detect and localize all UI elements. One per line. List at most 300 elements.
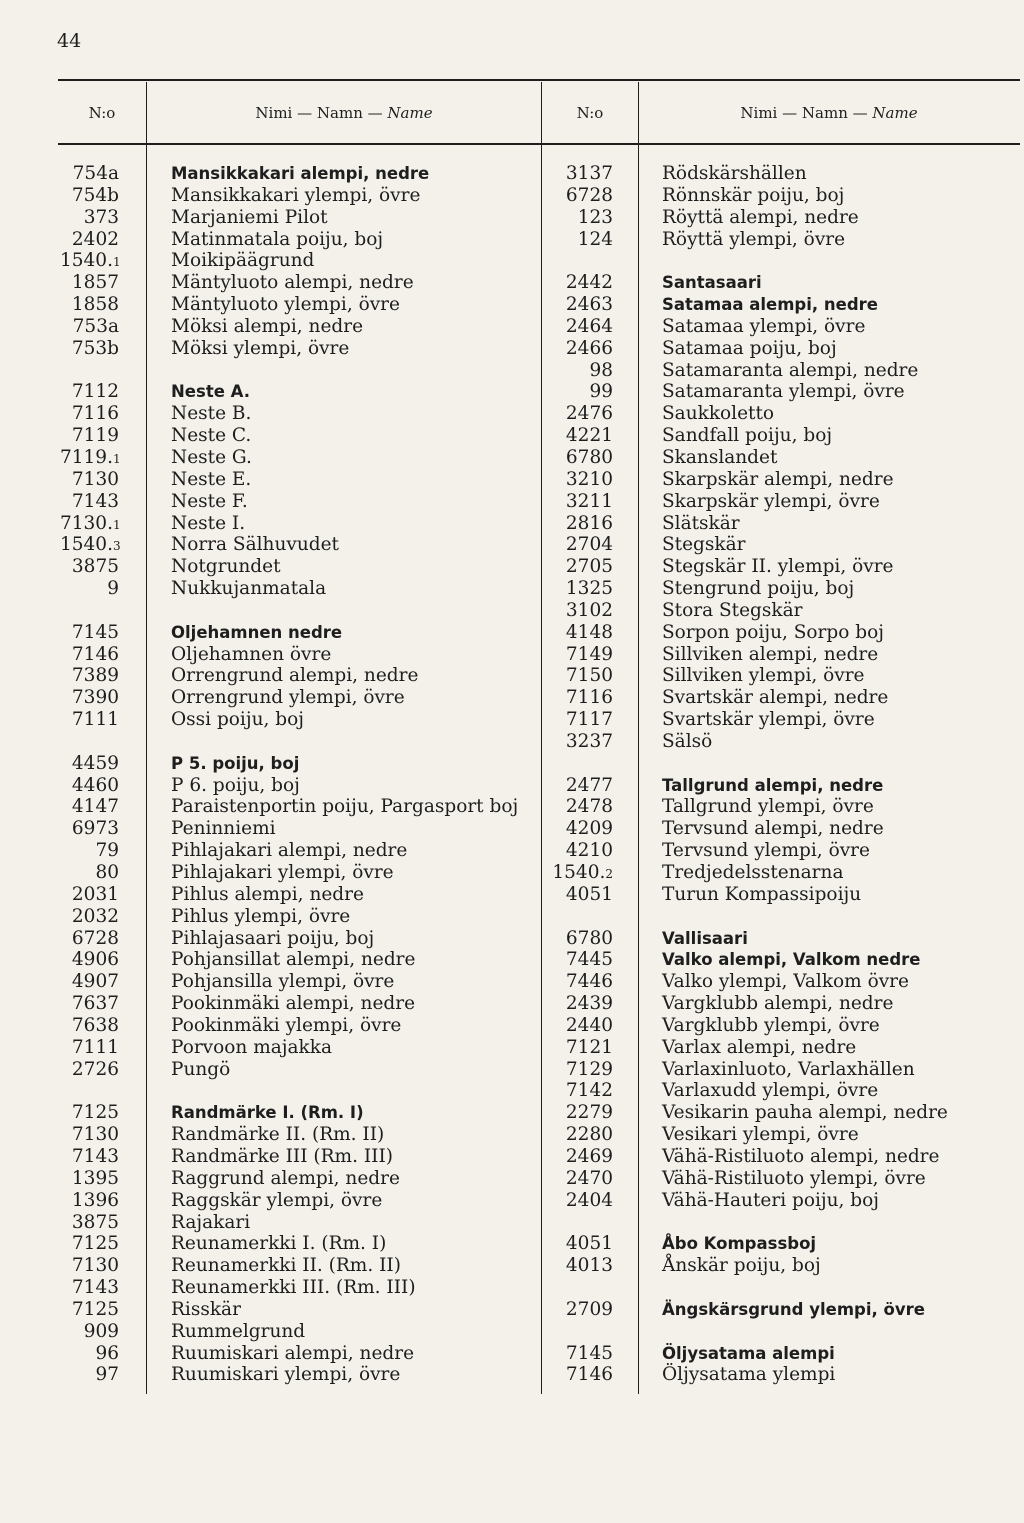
- entry-name: Skanslandet: [662, 446, 778, 468]
- entry-number-main: 7130: [71, 1124, 119, 1146]
- entry-number-main: 1858: [71, 294, 119, 316]
- entry-number: [60, 687, 119, 709]
- entry-name: Stegskär: [662, 534, 746, 556]
- entry-number: [548, 207, 613, 229]
- header-dash: —: [852, 104, 868, 122]
- entry-number: [60, 534, 119, 556]
- entry-number: [548, 644, 613, 666]
- entry-number-main: 2464: [565, 315, 613, 337]
- entry-number: [548, 949, 613, 971]
- entry-name: Satamaranta alempi, nedre: [662, 359, 919, 381]
- entry-name: Åbo Kompassboj: [662, 1234, 817, 1254]
- entry-number: [60, 993, 119, 1015]
- entry-number: [60, 884, 119, 906]
- entry-number: [548, 1015, 613, 1037]
- entry-number-main: 7390: [71, 687, 119, 709]
- entry-number-main: 2478: [565, 796, 613, 818]
- entry-name: Pihlajakari ylempi, övre: [171, 862, 394, 883]
- entry-name: Reunamerkki I. (Rm. I): [171, 1233, 387, 1255]
- entry-name: Raggskär ylempi, övre: [171, 1189, 383, 1211]
- entry-number-main: 2280: [565, 1124, 613, 1146]
- entry-number: [60, 709, 119, 731]
- entry-name: Rummelgrund: [171, 1320, 306, 1342]
- entry-number: [60, 381, 119, 403]
- entry-number-main: 6780: [565, 446, 613, 468]
- entry-number: [548, 1059, 613, 1081]
- entry-number-main: 3210: [565, 468, 613, 490]
- entry-number-main: 3102: [565, 599, 613, 621]
- entry-number-main: 7130: [71, 468, 119, 490]
- entry-name: Rödskärshällen: [662, 163, 807, 184]
- entry-number: [60, 1321, 119, 1343]
- entry-number: [548, 578, 613, 600]
- entry-number: [548, 622, 613, 644]
- entry-number-main: 7111: [71, 1036, 119, 1058]
- entry-number-main: 2440: [565, 1014, 613, 1036]
- entry-number-main: 2704: [565, 534, 613, 556]
- entry-number-main: 7143: [71, 490, 119, 512]
- entry-name: [662, 906, 1018, 928]
- entry-name: Reunamerkki III. (Rm. III): [171, 1277, 416, 1299]
- entry-number: [548, 687, 613, 709]
- entry-number: [60, 556, 119, 578]
- entry-number: [548, 1343, 613, 1365]
- entry-number: [548, 403, 613, 425]
- entry-number: [548, 360, 613, 382]
- entry-number-main: 4460: [71, 774, 119, 796]
- column-divider: [541, 82, 542, 1394]
- entry-number-main: 1857: [71, 272, 119, 294]
- entry-name: [171, 600, 541, 622]
- entry-number: [60, 1212, 119, 1234]
- entry-number: [548, 1168, 613, 1190]
- entry-number: [548, 1255, 613, 1277]
- entry-number-main: 909: [83, 1320, 119, 1342]
- entry-name: Raggrund alempi, nedre: [171, 1167, 400, 1189]
- entry-name: Pungö: [171, 1058, 231, 1080]
- entry-name: Mansikkakari ylempi, övre: [171, 184, 421, 206]
- entry-name: Satamaranta ylempi, övre: [662, 381, 905, 403]
- entry-number-main: 7111: [71, 709, 119, 731]
- entry-name: Stengrund poiju, boj: [662, 578, 855, 600]
- entry-number: [548, 425, 613, 447]
- entry-number-main: 2404: [565, 1189, 613, 1211]
- entry-number: [548, 469, 613, 491]
- left-name-column: [171, 163, 541, 1386]
- entry-number: [548, 1190, 613, 1212]
- entry-name: Reunamerkki II. (Rm. II): [171, 1255, 401, 1277]
- entry-number-main: 7149: [565, 643, 613, 665]
- header-name-fi: Nimi: [740, 104, 778, 122]
- entry-number-main: 1540.: [60, 534, 113, 556]
- entry-number-main: 7446: [565, 971, 613, 993]
- entry-number-main: 2816: [565, 512, 613, 534]
- left-number-column: [60, 163, 119, 1386]
- entry-name: Vallisaari: [662, 928, 748, 948]
- entry-number-main: 7121: [565, 1036, 613, 1058]
- entry-number: [60, 775, 119, 797]
- entry-number: [548, 1233, 613, 1255]
- entry-number-main: 4147: [71, 796, 119, 818]
- header-name-left: [147, 104, 541, 122]
- entry-number-main: 3137: [565, 163, 613, 184]
- entry-number-main: 7637: [71, 993, 119, 1015]
- entry-number-main: 6728: [71, 927, 119, 949]
- entry-name: Öljysatama alempi: [662, 1343, 835, 1363]
- entry-number: [60, 1299, 119, 1321]
- entry-number-main: 7130: [71, 1255, 119, 1277]
- entry-number: [548, 534, 613, 556]
- header-name-en: Name: [872, 104, 918, 122]
- entry-number-main: 4221: [565, 425, 613, 447]
- entry-number-main: 7125: [71, 1102, 119, 1124]
- entry-number: [548, 556, 613, 578]
- header-num-left: N:o: [88, 104, 116, 122]
- entry-number-main: 7117: [565, 709, 613, 731]
- entry-number-main: 7145: [71, 621, 119, 643]
- entry-number-main: 7150: [565, 665, 613, 687]
- entry-number-main: 7130.: [60, 512, 113, 534]
- entry-number: [548, 1102, 613, 1124]
- entry-number: [60, 578, 119, 600]
- entry-number: [60, 1124, 119, 1146]
- entry-name: Pookinmäki ylempi, övre: [171, 1014, 402, 1036]
- header-name-sv: Namn: [801, 104, 848, 122]
- entry-name: Röyttä ylempi, övre: [662, 228, 846, 250]
- entry-number: [548, 1321, 613, 1343]
- entry-number: [60, 425, 119, 447]
- entry-number: [60, 469, 119, 491]
- entry-number-main: 2709: [565, 1298, 613, 1320]
- entry-name: Möksi ylempi, övre: [171, 337, 350, 359]
- entry-number-main: 2470: [565, 1167, 613, 1189]
- entry-number-main: 7125: [71, 1233, 119, 1255]
- entry-number-main: 2477: [565, 774, 613, 796]
- entry-number: [60, 753, 119, 775]
- entry-number: [548, 1364, 613, 1386]
- entry-name: Tervsund alempi, nedre: [662, 818, 884, 840]
- entry-number-main: 7143: [71, 1277, 119, 1299]
- entry-number-main: 6728: [565, 184, 613, 206]
- entry-number-main: 753b: [71, 337, 119, 359]
- entry-name: Vesikari ylempi, övre: [662, 1124, 859, 1146]
- entry-number-main: 124: [577, 228, 613, 250]
- entry-name: Vähä-Ristiluoto alempi, nedre: [662, 1145, 940, 1167]
- entry-number: [60, 862, 119, 884]
- entry-number: [60, 622, 119, 644]
- entry-number: [60, 906, 119, 928]
- entry-number-suffix: 3: [112, 539, 121, 554]
- entry-number-main: 754b: [71, 184, 119, 206]
- entry-name: Skarpskär alempi, nedre: [662, 468, 894, 490]
- entry-number-main: 753a: [72, 315, 119, 337]
- entry-number: [548, 1277, 613, 1299]
- entry-name: Stegskär II. ylempi, övre: [662, 556, 894, 578]
- entry-number: [548, 600, 613, 622]
- entry-number-main: 7112: [71, 381, 119, 403]
- entry-number-main: 7445: [565, 949, 613, 971]
- entry-number: [548, 884, 613, 906]
- entry-number: [548, 250, 613, 272]
- entry-name: Randmärke I. (Rm. I): [171, 1103, 364, 1123]
- entry-name: Varlaxudd ylempi, övre: [662, 1080, 879, 1102]
- entry-name: Sillviken ylempi, övre: [662, 665, 865, 687]
- entry-name: Sälsö: [662, 730, 713, 752]
- entry-name: Öljysatama ylempi: [662, 1364, 836, 1386]
- entry-name: Rajakari: [171, 1211, 251, 1233]
- entry-number-main: 3237: [565, 730, 613, 752]
- entry-name: Satamaa ylempi, övre: [662, 315, 866, 337]
- entry-name: Randmärke III (Rm. III): [171, 1145, 393, 1167]
- entry-name: Stora Stegskär: [662, 599, 803, 621]
- entry-name: Norra Sälhuvudet: [171, 534, 339, 556]
- entry-name: Peninniemi: [171, 818, 276, 840]
- entry-name: Oljehamnen övre: [171, 643, 332, 665]
- entry-number-main: 1540.: [60, 250, 113, 272]
- header-num-right: N:o: [576, 104, 604, 122]
- entry-number: [60, 928, 119, 950]
- entry-name: Mansikkakari alempi, nedre: [171, 164, 430, 183]
- entry-name: Varlaxinluoto, Varlaxhällen: [662, 1058, 915, 1080]
- entry-number: [60, 360, 119, 382]
- entry-number-main: 98: [589, 359, 613, 381]
- entry-number: [60, 1080, 119, 1102]
- entry-name: Pihlajasaari poiju, boj: [171, 927, 375, 949]
- entry-number: [548, 796, 613, 818]
- entry-number: [60, 600, 119, 622]
- entry-name: [662, 250, 1018, 272]
- entry-name: Ängskärsgrund ylempi, övre: [662, 1299, 925, 1319]
- entry-number: [548, 753, 613, 775]
- entry-name: [662, 1212, 1018, 1234]
- entry-name: Pihlus alempi, nedre: [171, 883, 364, 905]
- entry-name: Satamaa poiju, boj: [662, 337, 837, 359]
- entry-number-main: 2466: [565, 337, 613, 359]
- entry-number-main: 2442: [565, 272, 613, 294]
- entry-name: P 6. poiju, boj: [171, 774, 300, 796]
- entry-name: Pohjansillat alempi, nedre: [171, 949, 416, 971]
- entry-number: [60, 1277, 119, 1299]
- entry-name: Tallgrund ylempi, övre: [662, 796, 874, 818]
- entry-number-main: 754a: [72, 163, 119, 184]
- entry-name: Pihlajakari alempi, nedre: [171, 840, 408, 862]
- entry-number: [60, 272, 119, 294]
- entry-number: [548, 971, 613, 993]
- header-dash: —: [782, 104, 798, 122]
- entry-number: [60, 163, 119, 185]
- entry-name: [171, 731, 541, 753]
- entry-number-main: 4209: [565, 818, 613, 840]
- entry-number-main: 4210: [565, 840, 613, 862]
- entry-name: Ossi poiju, boj: [171, 709, 304, 731]
- entry-number: [60, 1059, 119, 1081]
- entry-name: [662, 1277, 1018, 1299]
- entry-number: [60, 949, 119, 971]
- entry-number: [60, 1233, 119, 1255]
- entry-number: [548, 709, 613, 731]
- entry-name: Pihlus ylempi, övre: [171, 905, 351, 927]
- entry-number-main: 4051: [565, 1233, 613, 1255]
- entry-name: Neste B.: [171, 403, 252, 425]
- header-name-en: Name: [387, 104, 433, 122]
- entry-number-main: 1395: [71, 1167, 119, 1189]
- entry-number: [60, 207, 119, 229]
- entry-number-main: 2469: [565, 1145, 613, 1167]
- entry-name: Orrengrund ylempi, övre: [171, 687, 405, 709]
- entry-number: [548, 840, 613, 862]
- entry-name: Orrengrund alempi, nedre: [171, 665, 419, 687]
- entry-name: [171, 360, 541, 382]
- entry-name: Neste G.: [171, 446, 252, 468]
- entry-name: Pohjansilla ylempi, övre: [171, 971, 395, 993]
- entry-number-main: 3211: [565, 490, 613, 512]
- header-name-sv: Namn: [316, 104, 363, 122]
- entry-name: Tredjedelsstenarna: [662, 862, 844, 883]
- entry-number-main: 96: [95, 1342, 119, 1364]
- entry-number: [60, 1037, 119, 1059]
- entry-number: [60, 1168, 119, 1190]
- entry-number-main: 7142: [565, 1080, 613, 1102]
- entry-number: [548, 338, 613, 360]
- entry-number: [60, 513, 119, 535]
- entry-number: [60, 796, 119, 818]
- entry-number: [548, 1080, 613, 1102]
- entry-number: [548, 316, 613, 338]
- entry-name: Paraistenportin poiju, Pargasport boj: [171, 796, 519, 818]
- entry-name: Mäntyluoto ylempi, övre: [171, 294, 400, 316]
- entry-number-main: 2031: [71, 883, 119, 905]
- entry-name: Notgrundet: [171, 556, 281, 578]
- entry-number-main: 7389: [71, 665, 119, 687]
- entry-name: Risskär: [171, 1298, 241, 1320]
- entry-name: Randmärke II. (Rm. II): [171, 1124, 385, 1146]
- entry-name: Ånskär poiju, boj: [662, 1255, 821, 1277]
- entry-name: Pookinmäki alempi, nedre: [171, 993, 416, 1015]
- column-divider: [146, 82, 147, 1394]
- entry-number-main: 373: [83, 206, 119, 228]
- entry-number: [60, 447, 119, 469]
- entry-name: [171, 1080, 541, 1102]
- top-rule: [58, 79, 1020, 81]
- entry-number-main: 7146: [565, 1364, 613, 1386]
- entry-number-main: 7638: [71, 1014, 119, 1036]
- header-name-fi: Nimi: [255, 104, 293, 122]
- entry-number-main: 7116: [565, 687, 613, 709]
- entry-number: [548, 862, 613, 884]
- entry-name: Nukkujanmatala: [171, 578, 327, 600]
- entry-number-main: 7145: [565, 1342, 613, 1364]
- entry-number: [60, 491, 119, 513]
- entry-name: Svartskär ylempi, övre: [662, 709, 875, 731]
- entry-number-main: 2439: [565, 993, 613, 1015]
- entry-number-main: 3875: [71, 556, 119, 578]
- entry-name: Skarpskär ylempi, övre: [662, 490, 880, 512]
- entry-number-main: 2402: [71, 228, 119, 250]
- entry-name: Neste F.: [171, 490, 248, 512]
- entry-number-main: 97: [95, 1364, 119, 1386]
- entry-name: Möksi alempi, nedre: [171, 315, 364, 337]
- entry-number-main: 6973: [71, 818, 119, 840]
- entry-name: Ruumiskari ylempi, övre: [171, 1364, 401, 1386]
- entry-number-main: 4013: [565, 1255, 613, 1277]
- entry-number-suffix: 1: [112, 255, 121, 270]
- entry-number-main: 79: [95, 840, 119, 862]
- entry-number: [548, 775, 613, 797]
- entry-name: [662, 753, 1018, 775]
- entry-number: [548, 665, 613, 687]
- entry-number: [548, 513, 613, 535]
- entry-name: Sillviken alempi, nedre: [662, 643, 879, 665]
- entry-number-main: 7143: [71, 1145, 119, 1167]
- entry-number: [548, 928, 613, 950]
- entry-number-main: 2726: [71, 1058, 119, 1080]
- entry-name: Mäntyluoto alempi, nedre: [171, 272, 414, 294]
- entry-number: [548, 1299, 613, 1321]
- entry-name: Saukkoletto: [662, 403, 775, 425]
- entry-number: [548, 818, 613, 840]
- entry-number: [60, 316, 119, 338]
- entry-name: Röyttä alempi, nedre: [662, 206, 859, 228]
- entry-number: [60, 644, 119, 666]
- entry-number-main: 2279: [565, 1102, 613, 1124]
- entry-name: Tervsund ylempi, övre: [662, 840, 870, 862]
- entry-name: Sorpon poiju, Sorpo boj: [662, 621, 884, 643]
- entry-name: Moikipäägrund: [171, 250, 315, 272]
- entry-number-main: 4907: [71, 971, 119, 993]
- header-name-right: [639, 104, 1019, 122]
- entry-number-main: 3875: [71, 1211, 119, 1233]
- entry-name: Santasaari: [662, 273, 762, 293]
- entry-number-main: 9: [107, 578, 119, 600]
- entry-number: [548, 731, 613, 753]
- entry-number-main: 4051: [565, 883, 613, 905]
- entry-name: Satamaa alempi, nedre: [662, 295, 878, 315]
- entry-name: P 5. poiju, boj: [171, 753, 300, 773]
- entry-number: [60, 1190, 119, 1212]
- entry-number: [60, 1102, 119, 1124]
- entry-number: [548, 491, 613, 513]
- header-dash: —: [367, 104, 383, 122]
- entry-number-suffix: 1: [112, 517, 121, 532]
- entry-number: [60, 1015, 119, 1037]
- entry-number: [60, 294, 119, 316]
- entry-name: Vähä-Hauteri poiju, boj: [662, 1189, 880, 1211]
- entry-number: [548, 294, 613, 316]
- entry-name: Matinmatala poiju, boj: [171, 228, 384, 250]
- entry-number-main: 6780: [565, 927, 613, 949]
- entry-number: [548, 163, 613, 185]
- entry-number: [60, 971, 119, 993]
- entry-name: Porvoon majakka: [171, 1036, 332, 1058]
- entry-number: [548, 272, 613, 294]
- right-name-column: [662, 163, 1018, 1386]
- entry-name: Vähä-Ristiluoto ylempi, övre: [662, 1167, 926, 1189]
- column-divider: [638, 82, 639, 1394]
- entry-number: [60, 1343, 119, 1365]
- entry-number: [548, 229, 613, 251]
- entry-number: [60, 1364, 119, 1386]
- entry-number: [548, 906, 613, 928]
- entry-number-main: 80: [95, 862, 119, 883]
- entry-name: Slätskär: [662, 512, 740, 534]
- entry-name: Ruumiskari alempi, nedre: [171, 1342, 415, 1364]
- entry-number: [60, 731, 119, 753]
- entry-number: [60, 840, 119, 862]
- entry-number-main: 7129: [565, 1058, 613, 1080]
- entry-number: [548, 447, 613, 469]
- entry-name: Vargklubb alempi, nedre: [662, 993, 894, 1015]
- entry-name: Varlax alempi, nedre: [662, 1036, 857, 1058]
